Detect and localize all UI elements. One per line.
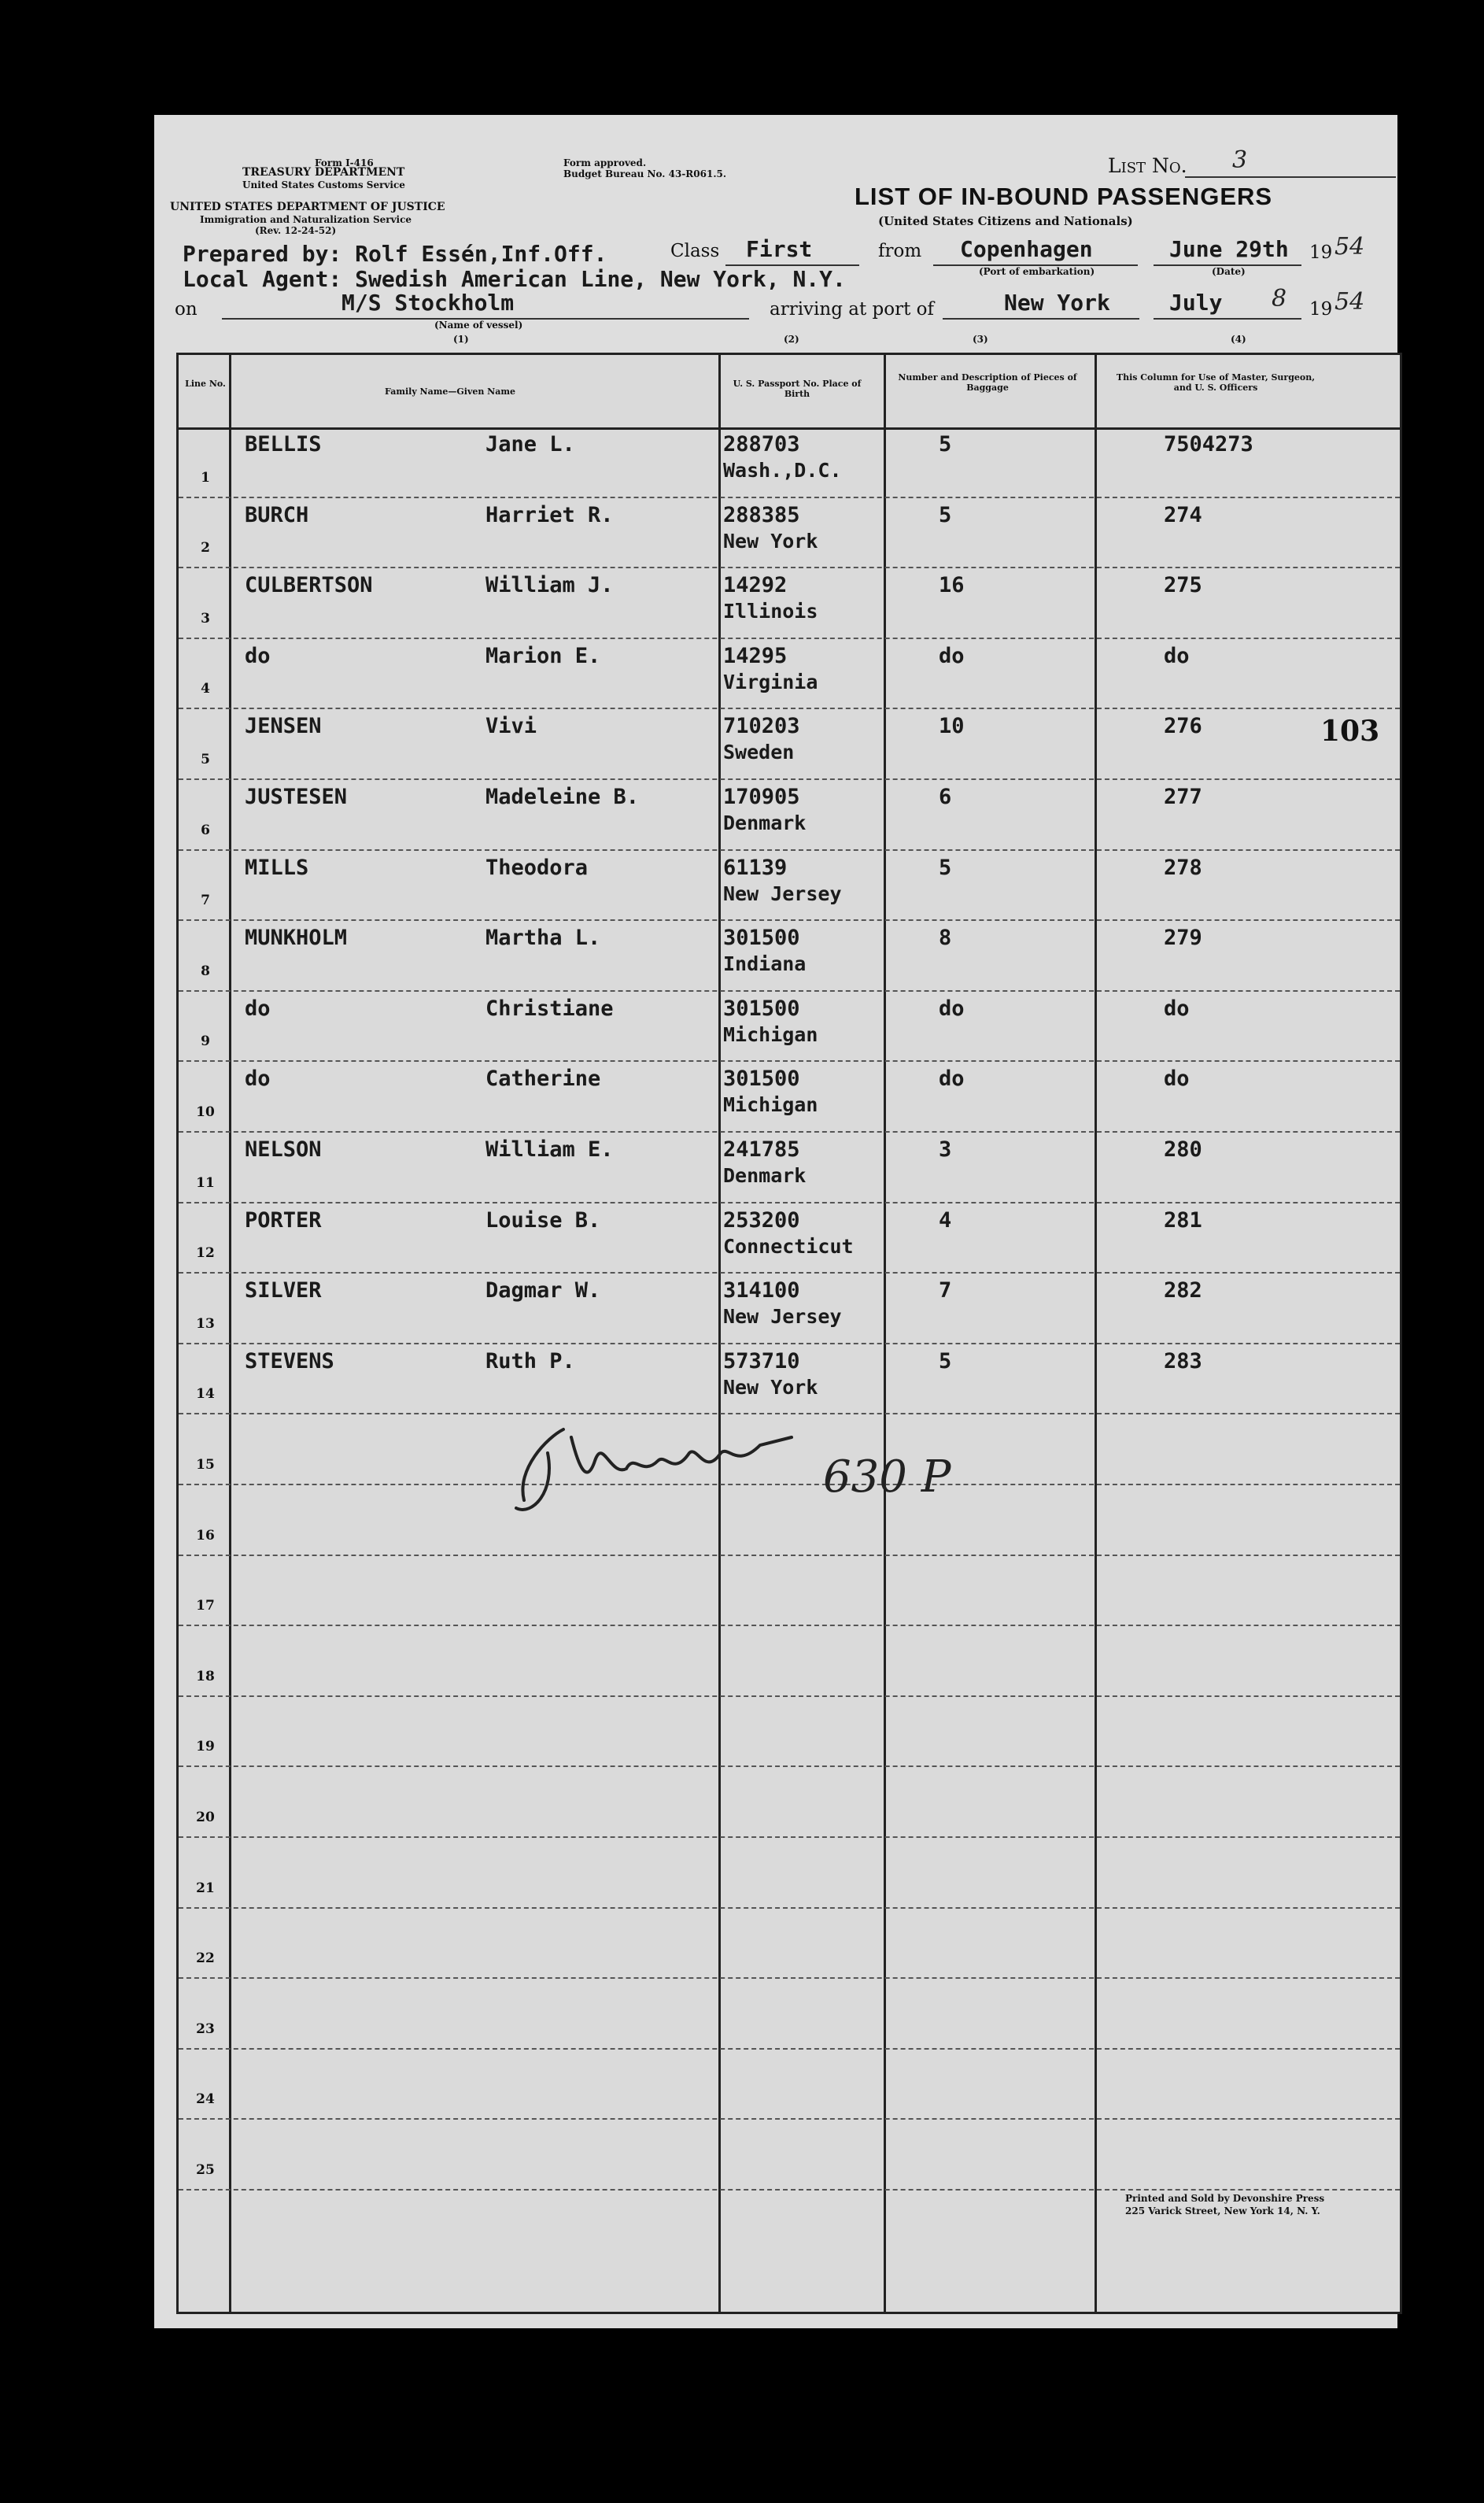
line-number: 9 <box>201 1033 210 1050</box>
binder-hole <box>88 1161 124 1197</box>
table-row <box>179 1556 1400 1627</box>
local-agent: Local Agent: Swedish American Line, New York, N.Y. <box>183 266 846 292</box>
given-name: Harriet R. <box>485 502 614 527</box>
given-name: Catherine <box>485 1067 601 1092</box>
table-row <box>179 1838 1400 1909</box>
place-of-birth: Indiana <box>723 952 807 976</box>
line-number: 18 <box>196 1668 215 1684</box>
form-subtitle: (United States Citizens and Nationals) <box>878 214 1133 228</box>
class-value: First <box>746 236 813 262</box>
line-number: 4 <box>201 681 210 697</box>
table-row <box>179 1203 1400 1274</box>
baggage-count: 5 <box>939 502 952 527</box>
passport-number: 301500 <box>723 926 800 951</box>
family-name: CULBERTSON <box>245 573 373 598</box>
table-row <box>179 921 1400 992</box>
table-row <box>179 780 1400 851</box>
given-name: Theodora <box>485 855 589 880</box>
line-number: 17 <box>196 1598 215 1614</box>
officer-number: 275 <box>1164 573 1202 598</box>
family-name: PORTER <box>245 1207 322 1233</box>
vessel-caption: (Name of vessel) <box>434 320 523 331</box>
line-number: 22 <box>196 1950 215 1967</box>
line-number: 7 <box>201 893 210 909</box>
place-of-birth: Michigan <box>723 1022 818 1046</box>
officer-number: 280 <box>1164 1137 1202 1162</box>
officer-number: 281 <box>1164 1207 1202 1233</box>
customs-label: United States Customs Service <box>242 179 405 190</box>
place-of-birth: Virginia <box>723 670 818 693</box>
arrival-year: 54 <box>1334 288 1365 316</box>
passport-number: 170905 <box>723 785 800 809</box>
officer-number: 278 <box>1164 855 1202 880</box>
depart-year: 54 <box>1334 233 1365 261</box>
line-number: 1 <box>201 469 210 486</box>
table-row <box>179 851 1400 922</box>
family-name: STEVENS <box>245 1348 334 1374</box>
binder-hole <box>88 2157 124 2193</box>
baggage-count: 8 <box>939 926 952 951</box>
passport-number: 301500 <box>723 996 800 1021</box>
justice-label: UNITED STATES DEPARTMENT OF JUSTICE <box>170 201 445 213</box>
baggage-count: 10 <box>939 714 965 739</box>
arrival-port: New York <box>1004 290 1110 316</box>
officer-number: 279 <box>1164 926 1202 951</box>
baggage-count: 4 <box>939 1207 952 1233</box>
officer-number: do <box>1164 643 1190 668</box>
passenger-table <box>176 353 1402 2314</box>
passport-number: 288385 <box>723 502 800 527</box>
line-number: 23 <box>196 2021 215 2037</box>
table-row <box>179 427 1400 498</box>
form-number: Form I-416 <box>315 157 374 168</box>
given-name: Dagmar W. <box>485 1278 601 1303</box>
line-number: 12 <box>196 1245 215 1262</box>
line-number: 6 <box>201 822 210 838</box>
passport-number: 710203 <box>723 714 800 739</box>
line-number: 24 <box>196 2091 215 2108</box>
family-name: SILVER <box>245 1278 322 1303</box>
treasury-label: TREASURY DEPARTMENT <box>242 166 405 179</box>
passport-number: 573710 <box>723 1348 800 1374</box>
table-row <box>179 1909 1400 1980</box>
table-row <box>179 1344 1400 1415</box>
baggage-count: do <box>939 1067 965 1092</box>
given-name: Christiane <box>485 996 614 1021</box>
place-of-birth: Michigan <box>723 1093 818 1117</box>
table-row <box>179 1133 1400 1203</box>
depart-date: June 29th <box>1169 236 1289 262</box>
table-row <box>179 1697 1400 1768</box>
place-of-birth: Illinois <box>723 600 818 623</box>
date-caption: (Date) <box>1212 266 1246 277</box>
family-name: MUNKHOLM <box>245 926 348 951</box>
from-port: Copenhagen <box>960 236 1093 262</box>
family-name: MILLS <box>245 855 309 880</box>
place-of-birth: New York <box>723 1375 818 1399</box>
col-caption-3: (3) <box>973 334 988 345</box>
year-prefix: 19 <box>1309 242 1333 263</box>
table-row <box>179 2050 1400 2120</box>
given-name: Marion E. <box>485 643 601 668</box>
class-label: Class <box>670 241 720 261</box>
arrival-day: 8 <box>1272 285 1287 312</box>
baggage-count: do <box>939 643 965 668</box>
line-number: 5 <box>201 751 210 767</box>
given-name: Jane L. <box>485 432 575 457</box>
family-name: NELSON <box>245 1137 322 1162</box>
officer-number: 282 <box>1164 1278 1202 1303</box>
arriving-label: arriving at port of <box>770 299 934 320</box>
place-of-birth: New Jersey <box>723 1305 842 1329</box>
table-row <box>179 992 1400 1063</box>
line-number: 21 <box>196 1880 215 1896</box>
table-row <box>179 1274 1400 1344</box>
given-name: Martha L. <box>485 926 601 951</box>
place-of-birth: Denmark <box>723 812 807 834</box>
given-name: Vivi <box>485 714 537 739</box>
line-number: 16 <box>196 1527 215 1544</box>
officer-number: 274 <box>1164 502 1202 527</box>
given-name: Louise B. <box>485 1207 601 1233</box>
place-of-birth: Sweden <box>723 741 795 764</box>
passport-number: 14295 <box>723 643 788 668</box>
line-number: 11 <box>196 1174 215 1191</box>
printer-address: 225 Varick Street, New York 14, N. Y. <box>1125 2205 1320 2216</box>
binder-hole <box>88 167 124 203</box>
printer-label: Printed and Sold by Devonshire Press <box>1125 2193 1325 2204</box>
form-sheet <box>154 115 1397 2328</box>
given-name: William J. <box>485 573 614 598</box>
form-title: LIST OF IN-BOUND PASSENGERS <box>855 183 1273 210</box>
immigration-label: Immigration and Naturalization Service <box>200 214 412 225</box>
handwritten-signature <box>500 1406 799 1524</box>
line-number: 2 <box>201 540 210 556</box>
family-name: BURCH <box>245 502 309 527</box>
baggage-count: 5 <box>939 432 952 457</box>
place-of-birth: Denmark <box>723 1164 807 1187</box>
col-caption-1: (1) <box>453 334 469 345</box>
baggage-count: 16 <box>939 573 965 598</box>
table-row <box>179 568 1400 639</box>
on-label: on <box>175 299 197 320</box>
list-no-label: List No. <box>1108 154 1187 177</box>
binder-hole <box>88 299 124 335</box>
vessel-name: M/S Stockholm <box>341 290 515 316</box>
line-number: 3 <box>201 610 210 627</box>
place-of-birth: New York <box>723 529 818 553</box>
family-name: JUSTESEN <box>245 785 348 809</box>
line-number: 14 <box>196 1386 215 1403</box>
form-approved: Form approved. <box>563 157 647 168</box>
budget-bureau: Budget Bureau No. 43-R061.5. <box>563 168 727 179</box>
passport-number: 314100 <box>723 1278 800 1303</box>
officer-number: do <box>1164 996 1190 1021</box>
prepared-by: Prepared by: Rolf Essén,Inf.Off. <box>183 241 607 267</box>
baggage-count: 5 <box>939 1348 952 1374</box>
passport-number: 14292 <box>723 573 788 598</box>
col-caption-2: (2) <box>784 334 799 345</box>
revision-label: (Rev. 12-24-52) <box>255 225 337 236</box>
col-header-officers: This Column for Use of Master, Surgeon, and U. S. Officers <box>1116 372 1316 393</box>
arrival-month: July <box>1169 290 1223 316</box>
binder-hole <box>88 681 124 717</box>
baggage-count: 3 <box>939 1137 952 1162</box>
officer-number: 276 <box>1164 714 1202 739</box>
table-row <box>179 498 1400 569</box>
family-name: do <box>245 996 271 1021</box>
year-prefix-2: 19 <box>1309 299 1333 320</box>
table-row <box>179 1767 1400 1838</box>
line-number: 8 <box>201 963 210 979</box>
passport-number: 253200 <box>723 1207 800 1233</box>
place-of-birth: Connecticut <box>723 1234 854 1258</box>
family-name: JENSEN <box>245 714 322 739</box>
officer-number: 277 <box>1164 785 1202 809</box>
given-name: Madeleine B. <box>485 785 640 809</box>
col-header-name: Family Name—Given Name <box>385 386 515 397</box>
line-number: 13 <box>196 1315 215 1332</box>
line-number: 10 <box>196 1104 215 1120</box>
binder-hole <box>88 1511 124 1547</box>
from-caption: (Port of embarkation) <box>979 266 1095 277</box>
table-row <box>179 709 1400 780</box>
officer-number: 283 <box>1164 1348 1202 1374</box>
line-number: 25 <box>196 2161 215 2178</box>
line-number: 15 <box>196 1456 215 1473</box>
col-header-baggage: Number and Description of Pieces of Baggage <box>898 372 1077 393</box>
table-row <box>179 2120 1400 2191</box>
from-label: from <box>878 241 922 261</box>
table-row <box>179 1979 1400 2050</box>
officer-number: 7504273 <box>1164 432 1253 457</box>
stamp-number: 103 <box>1320 715 1380 748</box>
table-row <box>179 639 1400 710</box>
family-name: BELLIS <box>245 432 322 457</box>
col-caption-4: (4) <box>1231 334 1246 345</box>
table-row <box>179 1626 1400 1697</box>
place-of-birth: New Jersey <box>723 882 842 905</box>
baggage-count: 7 <box>939 1278 952 1303</box>
baggage-count: 6 <box>939 785 952 809</box>
passport-number: 301500 <box>723 1067 800 1092</box>
family-name: do <box>245 643 271 668</box>
handwritten-total: 630 P <box>823 1451 951 1503</box>
list-no-value: 3 <box>1232 146 1248 174</box>
officer-number: do <box>1164 1067 1190 1092</box>
table-row <box>179 1062 1400 1133</box>
line-number: 20 <box>196 1809 215 1825</box>
passport-number: 61139 <box>723 855 788 880</box>
baggage-count: 5 <box>939 855 952 880</box>
col-header-passport: U. S. Passport No. Place of Birth <box>733 379 862 399</box>
place-of-birth: Wash.,D.C. <box>723 459 842 482</box>
col-header-line: Line No. <box>185 379 226 389</box>
given-name: William E. <box>485 1137 614 1162</box>
line-number: 19 <box>196 1739 215 1755</box>
baggage-count: do <box>939 996 965 1021</box>
family-name: do <box>245 1067 271 1092</box>
passport-number: 241785 <box>723 1137 800 1162</box>
passport-number: 288703 <box>723 432 800 457</box>
given-name: Ruth P. <box>485 1348 575 1374</box>
